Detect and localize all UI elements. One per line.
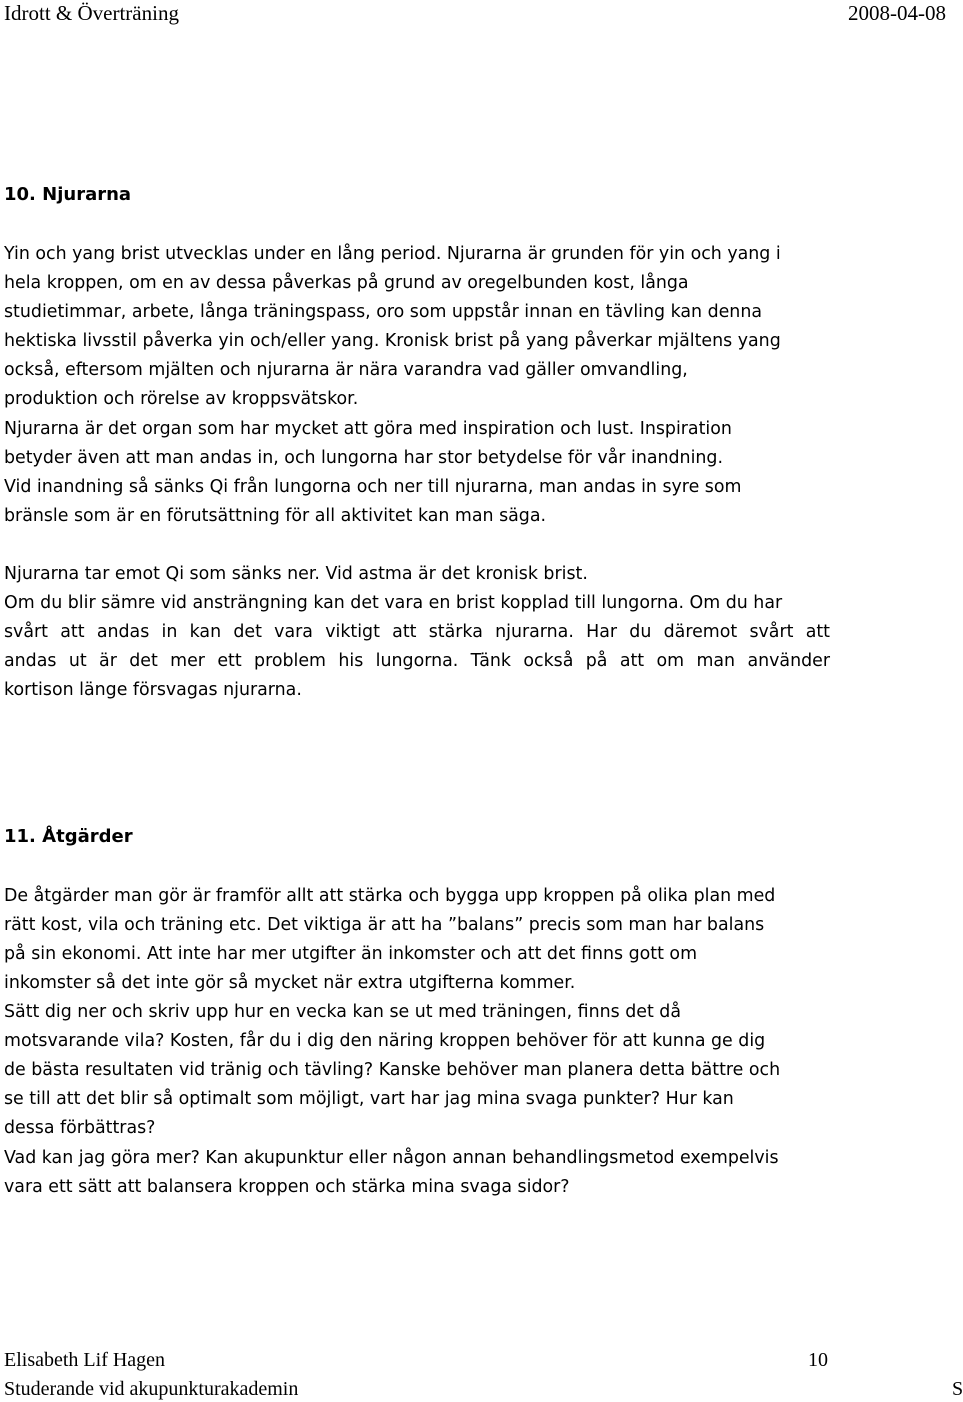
footer-affiliation: Studerande vid akupunkturakademin — [4, 1378, 299, 1400]
paragraph-line: studietimmar, arbete, långa träningspass, oro som uppstår innan en tävling kan denna — [4, 302, 763, 322]
section-heading-njurarna: 10. Njurarna — [4, 184, 132, 205]
paragraph-line: också, eftersom mjälten och njurarna är nära varandra vad gäller omvandling, — [4, 360, 688, 380]
paragraph-line: De åtgärder man gör är framför allt att stärka och bygga upp kroppen på olika plan med — [4, 886, 776, 906]
paragraph-line: betyder även att man andas in, och lungorna har stor betydelse för vår inandning. — [4, 448, 724, 468]
paragraph-line: Sätt dig ner och skriv upp hur en vecka kan se ut med träningen, finns det då — [4, 1002, 682, 1022]
paragraph-line: Om du blir sämre vid ansträngning kan det vara en brist kopplad till lungorna. Om du har — [4, 593, 783, 613]
paragraph-line: Yin och yang brist utvecklas under en lång period. Njurarna är grunden för yin och yang i — [4, 244, 781, 264]
paragraph-line: de bästa resultaten vid tränig och tävling? Kanske behöver man planera detta bättre och — [4, 1060, 781, 1080]
page-number: 10 — [808, 1349, 828, 1371]
paragraph-line: svårt att andas in kan det vara viktigt att stärka njurarna. Har du däremot svårt att — [4, 622, 830, 642]
paragraph-line: rätt kost, vila och träning etc. Det viktiga är att ha ”balans” precis som man har balans — [4, 915, 765, 935]
paragraph-line: motsvarande vila? Kosten, får du i dig den näring kroppen behöver för att kunna ge dig — [4, 1031, 766, 1051]
paragraph-line: produktion och rörelse av kroppsvätskor. — [4, 389, 359, 409]
paragraph-line: vara ett sätt att balansera kroppen och stärka mina svaga sidor? — [4, 1177, 570, 1197]
paragraph-line: bränsle som är en förutsättning för all aktivitet kan man säga. — [4, 506, 547, 526]
paragraph-line: på sin ekonomi. Att inte har mer utgifter än inkomster och att det finns gott om — [4, 944, 698, 964]
paragraph-line: kortison länge försvagas njurarna. — [4, 680, 302, 700]
paragraph-line: hela kroppen, om en av dessa påverkas på grund av oregelbunden kost, långa — [4, 273, 689, 293]
paragraph-line: Vad kan jag göra mer? Kan akupunktur eller någon annan behandlingsmetod exempelvis — [4, 1148, 779, 1168]
footer-author: Elisabeth Lif Hagen — [4, 1349, 166, 1371]
paragraph-line: andas ut är det mer ett problem his lungorna. Tänk också på att om man använder — [4, 651, 830, 671]
paragraph-line: se till att det blir så optimalt som möjligt, vart har jag mina svaga punkter? Hur kan — [4, 1089, 734, 1109]
paragraph-line: Njurarna tar emot Qi som sänks ner. Vid astma är det kronisk brist. — [4, 564, 588, 584]
paragraph-line: inkomster så det inte gör så mycket när extra utgifterna kommer. — [4, 973, 576, 993]
footer-cut-character: S — [952, 1378, 963, 1400]
header-title: Idrott & Överträning — [4, 1, 179, 25]
section-heading-atgarder: 11. Åtgärder — [4, 826, 133, 847]
header-date: 2008-04-08 — [848, 1, 946, 25]
paragraph-line: Vid inandning så sänks Qi från lungorna och ner till njurarna, man andas in syre som — [4, 477, 742, 497]
paragraph-line: dessa förbättras? — [4, 1118, 156, 1138]
paragraph-line: hektiska livsstil påverka yin och/eller yang. Kronisk brist på yang påverkar mjältens yang — [4, 331, 781, 351]
paragraph-line: Njurarna är det organ som har mycket att göra med inspiration och lust. Inspiration — [4, 419, 732, 439]
